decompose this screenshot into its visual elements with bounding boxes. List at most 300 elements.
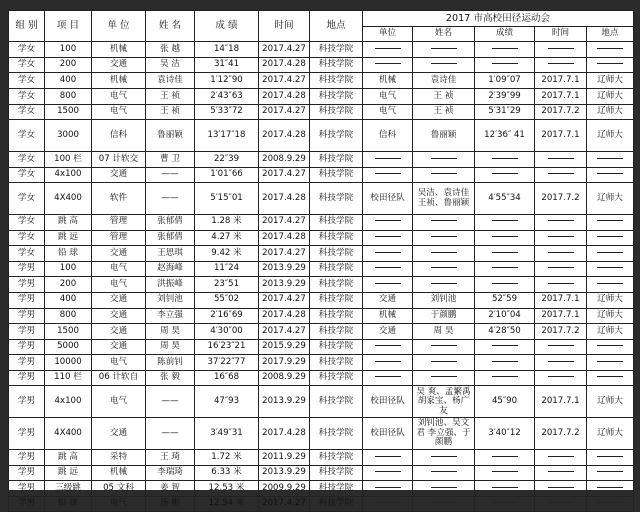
meet-date-cell: 2017.7.2 [535, 418, 587, 450]
meet-name-cell [413, 42, 475, 58]
date-cell: 2013.9.29 [259, 465, 310, 481]
meet-unit-cell [363, 261, 413, 277]
meet-place-cell [587, 481, 634, 497]
records-sheet [8, 10, 633, 509]
group-cell: 学男 [9, 465, 45, 481]
meet-header-cell: 姓名 [413, 26, 475, 42]
name-cell: —— [146, 167, 195, 183]
empty-dash [375, 158, 401, 159]
meet-place-cell [587, 450, 634, 466]
unit-cell: 机械 [92, 465, 146, 481]
unit-cell: 电气 [92, 104, 146, 120]
table-row [9, 88, 634, 104]
place-cell: 科技学院 [310, 339, 363, 355]
header-cell: 姓 名 [146, 11, 195, 42]
unit-cell: 交通 [92, 324, 146, 340]
group-cell: 学男 [9, 339, 45, 355]
group-cell: 学女 [9, 214, 45, 230]
event-cell: 400 [45, 73, 92, 89]
empty-dash [597, 63, 623, 64]
event-cell: 3000 [45, 120, 92, 152]
meet-date-cell: 2017.7.2 [535, 324, 587, 340]
event-cell: 100 栏 [45, 151, 92, 167]
score-cell: 16″68 [195, 370, 259, 386]
empty-dash [597, 456, 623, 457]
empty-dash [492, 345, 518, 346]
meet-date-cell [535, 355, 587, 371]
table-row [9, 386, 634, 418]
meet-place-cell: 辽师大 [587, 308, 634, 324]
place-cell: 科技学院 [310, 120, 363, 152]
table-row [9, 57, 634, 73]
table-row [9, 355, 634, 371]
meet-place-cell: 辽师大 [587, 324, 634, 340]
unit-cell: 采特 [92, 450, 146, 466]
event-cell: 200 [45, 57, 92, 73]
score-cell: 16′23″21 [195, 339, 259, 355]
empty-dash [597, 376, 623, 377]
meet-name-cell [413, 214, 475, 230]
empty-dash [431, 236, 457, 237]
meet-place-cell: 辽师大 [587, 292, 634, 308]
unit-cell: 交通 [92, 418, 146, 450]
name-cell: —— [146, 386, 195, 418]
empty-dash [492, 361, 518, 362]
place-cell: 科技学院 [310, 214, 363, 230]
table-row [9, 481, 634, 497]
table-row [9, 246, 634, 262]
meet-unit-cell: 机械 [363, 308, 413, 324]
empty-dash [492, 236, 518, 237]
empty-dash [431, 220, 457, 221]
group-cell: 学女 [9, 88, 45, 104]
place-cell: 科技学院 [310, 370, 363, 386]
event-cell: 1500 [45, 104, 92, 120]
date-cell: 2013.9.29 [259, 277, 310, 293]
unit-cell: 机械 [92, 73, 146, 89]
empty-dash [597, 252, 623, 253]
meet-place-cell [587, 496, 634, 512]
meet-date-cell [535, 246, 587, 262]
meet-place-cell [587, 355, 634, 371]
meet-date-cell: 2017.7.2 [535, 104, 587, 120]
meet-name-cell: 鲁丽颖 [413, 120, 475, 152]
table-row [9, 214, 634, 230]
table-row [9, 151, 634, 167]
date-cell: 2015.9.29 [259, 339, 310, 355]
empty-dash [431, 267, 457, 268]
empty-dash [548, 376, 574, 377]
date-cell: 2008.9.29 [259, 151, 310, 167]
event-cell: 4x100 [45, 386, 92, 418]
group-cell: 学男 [9, 308, 45, 324]
empty-dash [492, 456, 518, 457]
meet-date-cell: 2017.7.1 [535, 292, 587, 308]
empty-dash [431, 361, 457, 362]
empty-dash [597, 361, 623, 362]
empty-dash [597, 345, 623, 346]
meet-score-cell: 4′55″34 [475, 183, 535, 215]
name-cell: 张郁倩 [146, 230, 195, 246]
score-cell: 1′01″66 [195, 167, 259, 183]
event-cell: 跳 高 [45, 450, 92, 466]
table-row [9, 42, 634, 58]
group-cell: 学男 [9, 261, 45, 277]
group-cell: 学女 [9, 120, 45, 152]
meet-place-cell: 辽师大 [587, 418, 634, 450]
empty-dash [431, 63, 457, 64]
meet-name-cell: 袁诗佳 [413, 73, 475, 89]
date-cell: 2017.9.29 [259, 355, 310, 371]
empty-dash [492, 252, 518, 253]
empty-dash [375, 376, 401, 377]
meet-unit-cell [363, 246, 413, 262]
name-cell: —— [146, 418, 195, 450]
group-cell: 学女 [9, 167, 45, 183]
score-cell: 22″39 [195, 151, 259, 167]
empty-dash [431, 158, 457, 159]
group-cell: 学男 [9, 370, 45, 386]
meet-unit-cell [363, 230, 413, 246]
meet-unit-cell: 电气 [363, 104, 413, 120]
score-cell: 2′16″69 [195, 308, 259, 324]
group-cell: 学女 [9, 246, 45, 262]
meet-score-cell [475, 496, 535, 512]
meet-date-cell [535, 230, 587, 246]
meet-place-cell [587, 277, 634, 293]
name-cell: 李立强 [146, 308, 195, 324]
empty-dash [548, 236, 574, 237]
meet-name-cell [413, 355, 475, 371]
meet-name-cell [413, 370, 475, 386]
table-row [9, 261, 634, 277]
place-cell: 科技学院 [310, 355, 363, 371]
meet-score-cell [475, 481, 535, 497]
meet-date-cell: 2017.7.1 [535, 120, 587, 152]
meet-unit-cell [363, 481, 413, 497]
name-cell: 周 昊 [146, 324, 195, 340]
table-row [9, 277, 634, 293]
empty-dash [375, 267, 401, 268]
empty-dash [597, 173, 623, 174]
name-cell: 曹 卫 [146, 151, 195, 167]
empty-dash [375, 502, 401, 503]
empty-dash [375, 48, 401, 49]
meet-score-cell [475, 450, 535, 466]
date-cell: 2013.9.29 [259, 386, 310, 418]
empty-dash [548, 252, 574, 253]
date-cell: 2017.4.27 [259, 42, 310, 58]
group-cell: 学男 [9, 450, 45, 466]
empty-dash [492, 48, 518, 49]
table-row [9, 496, 634, 512]
meet-place-cell: 辽师大 [587, 88, 634, 104]
group-cell: 学男 [9, 481, 45, 497]
meet-score-cell: 1′09″07 [475, 73, 535, 89]
event-cell: 跳 远 [45, 230, 92, 246]
group-cell: 学女 [9, 42, 45, 58]
table-row [9, 465, 634, 481]
empty-dash [375, 361, 401, 362]
meet-date-cell [535, 339, 587, 355]
meet-unit-cell [363, 450, 413, 466]
empty-dash [375, 345, 401, 346]
place-cell: 科技学院 [310, 277, 363, 293]
place-cell: 科技学院 [310, 104, 363, 120]
meet-unit-cell [363, 355, 413, 371]
name-cell: 王 祯 [146, 104, 195, 120]
empty-dash [597, 283, 623, 284]
date-cell: 2008.9.29 [259, 370, 310, 386]
score-cell: 55″02 [195, 292, 259, 308]
name-cell: 姜 智 [146, 481, 195, 497]
score-cell: 1.28 米 [195, 214, 259, 230]
meet-date-cell: 2017.7.1 [535, 73, 587, 89]
unit-cell: 电气 [92, 386, 146, 418]
meet-score-cell [475, 277, 535, 293]
name-cell: 张 毅 [146, 370, 195, 386]
group-cell: 学女 [9, 151, 45, 167]
place-cell: 科技学院 [310, 450, 363, 466]
score-cell: 11″24 [195, 261, 259, 277]
event-cell: 4x100 [45, 167, 92, 183]
place-cell: 科技学院 [310, 42, 363, 58]
group-cell: 学男 [9, 324, 45, 340]
meet-place-cell [587, 42, 634, 58]
empty-dash [431, 471, 457, 472]
event-cell: 5000 [45, 339, 92, 355]
meet-name-cell [413, 167, 475, 183]
meet-name-cell [413, 151, 475, 167]
header-cell: 项 目 [45, 11, 92, 42]
empty-dash [548, 173, 574, 174]
group-cell: 学男 [9, 418, 45, 450]
meet-name-cell: 刘钊池、吴文君 李立强、于颜鹏 [413, 418, 475, 450]
meet-score-cell [475, 57, 535, 73]
meet-unit-cell [363, 214, 413, 230]
meet-unit-cell [363, 42, 413, 58]
header-cell: 单 位 [92, 11, 146, 42]
records-body [9, 11, 634, 512]
name-cell: 汤 彬 [146, 496, 195, 512]
meet-place-cell [587, 214, 634, 230]
meet-score-cell: 52″59 [475, 292, 535, 308]
empty-dash [597, 158, 623, 159]
unit-cell: 电气 [92, 261, 146, 277]
meet-name-cell [413, 496, 475, 512]
place-cell: 科技学院 [310, 230, 363, 246]
event-cell: 跳 远 [45, 465, 92, 481]
name-cell: 刘钊池 [146, 292, 195, 308]
date-cell: 2017.4.27 [259, 496, 310, 512]
unit-cell: 交通 [92, 292, 146, 308]
empty-dash [431, 487, 457, 488]
meet-unit-cell: 校田径队 [363, 183, 413, 215]
place-cell: 科技学院 [310, 167, 363, 183]
header-cell: 成 绩 [195, 11, 259, 42]
event-cell: 800 [45, 88, 92, 104]
meet-place-cell: 辽师大 [587, 73, 634, 89]
place-cell: 科技学院 [310, 151, 363, 167]
score-cell: 1.72 米 [195, 450, 259, 466]
meet-name-cell [413, 230, 475, 246]
unit-cell: 交通 [92, 339, 146, 355]
date-cell: 2017.4.28 [259, 57, 310, 73]
name-cell: 赵海峰 [146, 261, 195, 277]
empty-dash [492, 173, 518, 174]
meet-unit-cell: 交通 [363, 292, 413, 308]
meet-place-cell [587, 167, 634, 183]
meet-score-cell [475, 261, 535, 277]
place-cell: 科技学院 [310, 418, 363, 450]
unit-cell: 交通 [92, 167, 146, 183]
meet-date-cell [535, 42, 587, 58]
score-cell: 12.54 米 [195, 496, 259, 512]
empty-dash [548, 63, 574, 64]
empty-dash [548, 158, 574, 159]
unit-cell: 05 文科 [92, 481, 146, 497]
name-cell: 鲁丽颖 [146, 120, 195, 152]
meet-name-cell [413, 246, 475, 262]
empty-dash [597, 236, 623, 237]
empty-dash [548, 471, 574, 472]
group-cell: 学男 [9, 292, 45, 308]
place-cell: 科技学院 [310, 481, 363, 497]
unit-cell: 交通 [92, 308, 146, 324]
empty-dash [375, 487, 401, 488]
empty-dash [375, 173, 401, 174]
meet-unit-cell: 校田径队 [363, 386, 413, 418]
empty-dash [431, 252, 457, 253]
place-cell: 科技学院 [310, 88, 363, 104]
group-cell: 学女 [9, 230, 45, 246]
empty-dash [492, 220, 518, 221]
place-cell: 科技学院 [310, 183, 363, 215]
empty-dash [548, 48, 574, 49]
date-cell: 2009.9.29 [259, 481, 310, 497]
event-cell: 4X400 [45, 183, 92, 215]
meet-date-cell: 2017.7.1 [535, 88, 587, 104]
name-cell: —— [146, 183, 195, 215]
unit-cell: 软件 [92, 183, 146, 215]
empty-dash [492, 63, 518, 64]
name-cell: 袁诗佳 [146, 73, 195, 89]
meet-score-cell: 3′40″12 [475, 418, 535, 450]
name-cell: 李瑞琦 [146, 465, 195, 481]
date-cell: 2017.4.27 [259, 246, 310, 262]
meet-name-cell: 王 祯 [413, 88, 475, 104]
meet-date-cell: 2017.7.1 [535, 386, 587, 418]
score-cell: 2′43″63 [195, 88, 259, 104]
meet-unit-cell: 校田径队 [363, 418, 413, 450]
unit-cell: 机械 [92, 42, 146, 58]
unit-cell: 电气 [92, 277, 146, 293]
date-cell: 2017.4.27 [259, 73, 310, 89]
empty-dash [492, 376, 518, 377]
meet-unit-cell: 交通 [363, 324, 413, 340]
meet-name-cell [413, 339, 475, 355]
date-cell: 2017.4.28 [259, 120, 310, 152]
empty-dash [548, 487, 574, 488]
meet-name-cell [413, 465, 475, 481]
empty-dash [548, 456, 574, 457]
empty-dash [597, 48, 623, 49]
meet-date-cell [535, 57, 587, 73]
table-row [9, 324, 634, 340]
empty-dash [375, 456, 401, 457]
header-cell: 组 别 [9, 11, 45, 42]
meet-unit-cell [363, 465, 413, 481]
place-cell: 科技学院 [310, 57, 363, 73]
meet-score-cell [475, 151, 535, 167]
meet-place-cell [587, 261, 634, 277]
event-cell: 跳 高 [45, 214, 92, 230]
score-cell: 1′12″90 [195, 73, 259, 89]
event-cell: 400 [45, 292, 92, 308]
empty-dash [597, 267, 623, 268]
date-cell: 2017.4.27 [259, 324, 310, 340]
meet-score-cell [475, 167, 535, 183]
date-cell: 2017.4.28 [259, 230, 310, 246]
empty-dash [548, 361, 574, 362]
unit-cell: 06 计软自 [92, 370, 146, 386]
meet-name-cell: 周 昊 [413, 324, 475, 340]
event-cell: 110 栏 [45, 370, 92, 386]
group-cell: 学男 [9, 355, 45, 371]
unit-cell: 电气 [92, 496, 146, 512]
empty-dash [597, 220, 623, 221]
header-row-1 [9, 11, 634, 27]
date-cell: 2017.4.27 [259, 104, 310, 120]
empty-dash [548, 502, 574, 503]
meet-name-cell [413, 261, 475, 277]
empty-dash [492, 502, 518, 503]
place-cell: 科技学院 [310, 308, 363, 324]
score-cell: 47″93 [195, 386, 259, 418]
place-cell: 科技学院 [310, 324, 363, 340]
unit-cell: 电气 [92, 355, 146, 371]
place-cell: 科技学院 [310, 496, 363, 512]
table-row [9, 339, 634, 355]
name-cell: 张 越 [146, 42, 195, 58]
meet-unit-cell [363, 167, 413, 183]
date-cell: 2017.4.28 [259, 418, 310, 450]
place-cell: 科技学院 [310, 261, 363, 277]
meet-name-cell: 王 祯 [413, 104, 475, 120]
empty-dash [548, 220, 574, 221]
header-cell: 地点 [310, 11, 363, 42]
meet-place-cell [587, 151, 634, 167]
meet-name-cell [413, 57, 475, 73]
empty-dash [375, 252, 401, 253]
table-row [9, 308, 634, 324]
date-cell: 2017.4.28 [259, 183, 310, 215]
empty-dash [431, 502, 457, 503]
meet-score-cell: 4′28″50 [475, 324, 535, 340]
meet-place-cell: 辽师大 [587, 120, 634, 152]
empty-dash [548, 283, 574, 284]
event-cell: 铅 球 [45, 496, 92, 512]
empty-dash [375, 220, 401, 221]
group-cell: 学男 [9, 277, 45, 293]
meet-date-cell [535, 151, 587, 167]
place-cell: 科技学院 [310, 73, 363, 89]
unit-cell: 交通 [92, 57, 146, 73]
score-cell: 3′49″31 [195, 418, 259, 450]
meet-score-cell: 5′31″29 [475, 104, 535, 120]
place-cell: 科技学院 [310, 465, 363, 481]
event-cell: 三级跳 [45, 481, 92, 497]
